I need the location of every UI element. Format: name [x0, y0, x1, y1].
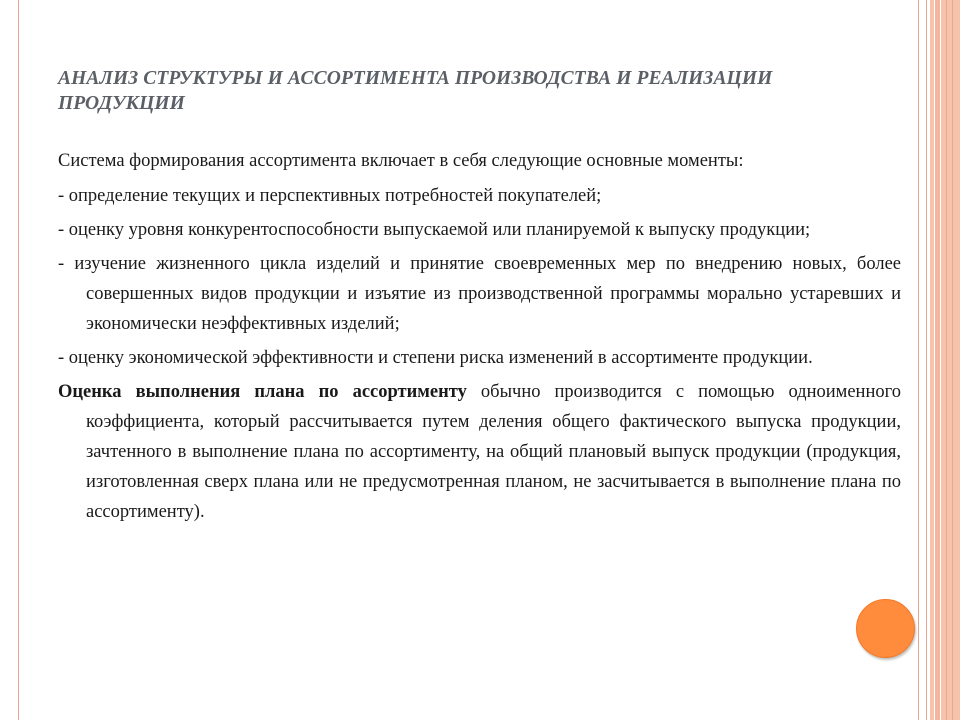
right-decor-stripe: [941, 0, 960, 720]
assessment-term: Оценка выполнения плана по ассортименту: [58, 382, 467, 402]
left-frame-line: [18, 0, 19, 720]
slide-title: АНАЛИЗ СТРУКТУРЫ И АССОРТИМЕНТА ПРОИЗВОДСТВА И РЕАЛИЗАЦИИ ПРОДУКЦИИ: [58, 68, 773, 114]
list-item: - оценку уровня конкурентоспособности выпускаемой или планируемой к выпуску продукции;: [58, 220, 811, 240]
intro-paragraph: Система формирования ассортимента включает в себя следующие основные моменты:: [58, 151, 744, 171]
right-frame-line: [946, 0, 947, 720]
list-item: - изучение жизненного цикла изделий и принятие своевременных мер по внедрению новых, более совершенных видов продукции и изъятие из производственной программы морально устаревших и экономически неэффективных изделий;: [58, 254, 901, 334]
assessment-paragraph: [58, 377, 901, 527]
right-frame-line: [918, 0, 919, 720]
right-frame-line: [926, 0, 927, 720]
decor-circle: [856, 599, 915, 658]
list-item: - определение текущих и перспективных потребностей покупателей;: [58, 186, 602, 206]
right-frame-line: [952, 0, 953, 720]
right-decor-stripe: [930, 0, 934, 720]
list-item: - оценку экономической эффективности и степени риска изменений в ассортименте продукции.: [58, 348, 813, 368]
slide-body: [58, 146, 901, 531]
assessment-text: обычно производится с помощью одноименного коэффициента, который рассчитывается путем деления общего фактического выпуска продукции, зачтенного в выполнение плана по ассортименту, на общий плановый выпуск продукции (продукция, изготовленная сверх плана или не предусмотренная планом, не засчитывается в выполнение плана по ассортименту).: [86, 382, 901, 522]
right-decor-stripe: [935, 0, 940, 720]
